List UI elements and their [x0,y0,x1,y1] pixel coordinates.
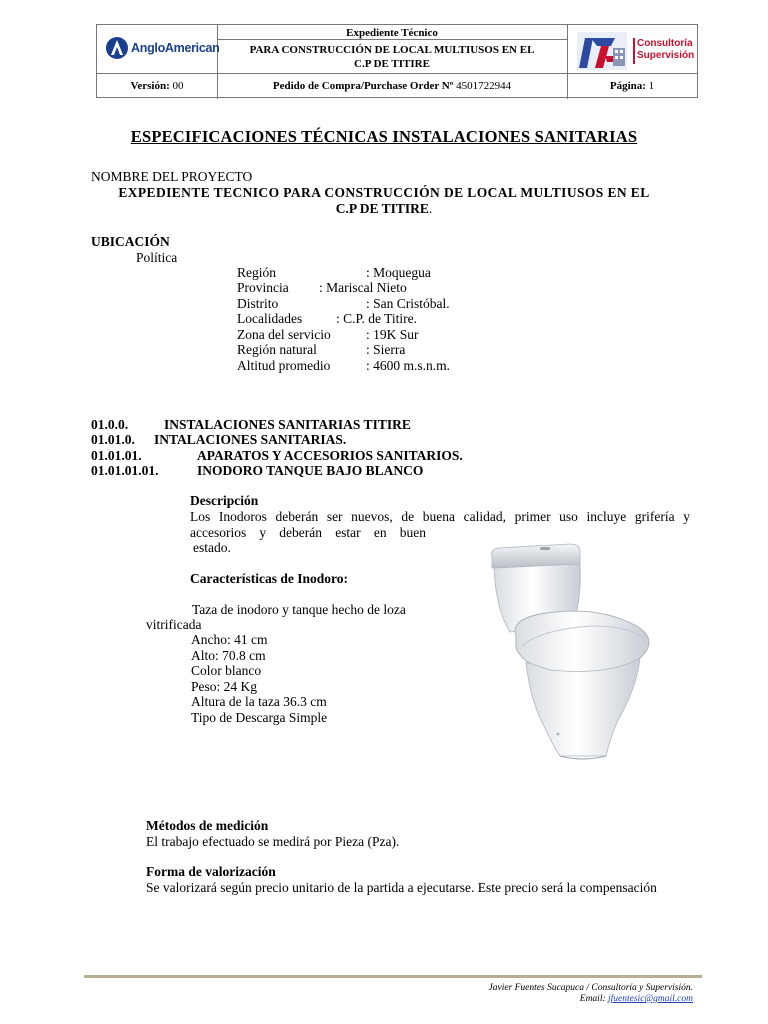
location-value: : Sierra [366,342,406,357]
location-value: : C.P. de Titire. [336,311,418,326]
project-name-line-2: C.P DE TITIRE. [335,201,433,216]
characteristic-item: Alto: 70.8 cm [191,647,266,663]
project-label: NOMBRE DEL PROYECTO [91,169,253,184]
purchase-order-cell: Pedido de Compra/Purchase Order Nº 4501722944 [272,80,512,92]
characteristic-item: Peso: 24 Kg [191,678,258,694]
location-key: Localidades [237,311,303,326]
valuation-text: Se valorizará según precio unitario de la partida a ejecutarse. Este precio será la compensación [146,880,657,895]
location-value: : 19K Sur [366,327,419,342]
page-number-cell: Página: 1 [609,80,655,92]
email-link[interactable]: jfuentesic@gmail.com [608,994,693,1004]
characteristics-intro-2: vitrificada [146,617,202,632]
consultoria-logo-text: Consultoría [637,38,693,49]
version-value: 00 [172,80,184,92]
characteristics-label: Características de Inodoro: [190,571,348,586]
footer-rule [84,975,702,978]
section-heading: APARATOS Y ACCESORIOS SANITARIOS. [197,448,463,463]
page-title: ESPECIFICACIONES TÉCNICAS INSTALACIONES SANITARIAS [130,127,638,146]
page-number-value: 1 [648,80,655,92]
supervision-logo-text: Supervisión [637,50,695,61]
doc-title-line-2: C.P DE TITIRE [354,58,430,70]
footer-author: Javier Fuentes Sucapuca / Consultoría y Supervisión. [488,983,693,993]
section-number: 01.01.0. [91,432,135,447]
characteristics-intro-1: Taza de inodoro y tanque hecho de loza [192,602,406,617]
section-number: 01.01.01. [91,448,142,463]
location-value: : San Cristóbal. [366,296,450,311]
description-label: Descripción [190,493,259,508]
measurement-text: El trabajo efectuado se medirá por Pieza (Pza). [146,834,400,849]
location-key: Provincia [237,280,289,295]
description-line-1: Los Inodoros deberán ser nuevos, de buena calidad, primer uso incluye grifería y [190,509,690,524]
project-name-line-1: EXPEDIENTE TECNICO PARA CONSTRUCCIÓN DE LOCAL MULTIUSOS EN EL [118,185,650,200]
characteristic-item: Color blanco [191,663,262,679]
section-heading: INODORO TANQUE BAJO BLANCO [197,463,424,478]
section-heading: INTALACIONES SANITARIAS. [154,432,347,447]
characteristic-item: Altura de la taza 36.3 cm [191,694,327,710]
location-key: Región natural [237,342,317,357]
consultoria-logo [573,28,693,72]
location-value: : Moquegua [366,265,431,280]
location-key: Zona del servicio [237,327,331,342]
divider [97,73,697,74]
section-heading: INSTALACIONES SANITARIAS TITIRE [164,417,411,432]
location-key: Región [237,265,276,280]
location-key: Altitud promedio [237,358,331,373]
location-key: Distrito [237,296,279,311]
measurement-label: Métodos de medición [146,818,269,833]
doc-title-line-1: PARA CONSTRUCCIÓN DE LOCAL MULTIUSOS EN EL [249,44,535,56]
characteristic-item: Tipo de Descarga Simple [191,710,328,725]
document-header [96,24,698,98]
toilet-image [440,530,698,780]
footer-email: Email: jfuentesic@gmail.com [579,994,693,1004]
description-line-2: accesorios y deberán estar en buen [190,525,426,540]
location-value: : 4600 m.s.n.m. [366,358,451,373]
section-number: 01.01.01.01. [91,463,159,478]
doc-type: Expediente Técnico [346,27,438,39]
anglo-logo-text: AngloAmerican [131,41,220,55]
section-number: 01.0.0. [91,417,129,432]
anglo-american-logo [105,33,220,63]
valuation-label: Forma de valorización [146,864,276,879]
description-line-3: estado. [193,540,231,555]
characteristic-item: Ancho: 41 cm [191,632,268,647]
location-value: : Mariscal Nieto [319,280,407,295]
purchase-order-value: 4501722944 [456,80,512,92]
version-cell: Versión: 00 [130,80,184,92]
location-sub: Política [136,250,178,265]
location-label: UBICACIÓN [91,234,170,249]
